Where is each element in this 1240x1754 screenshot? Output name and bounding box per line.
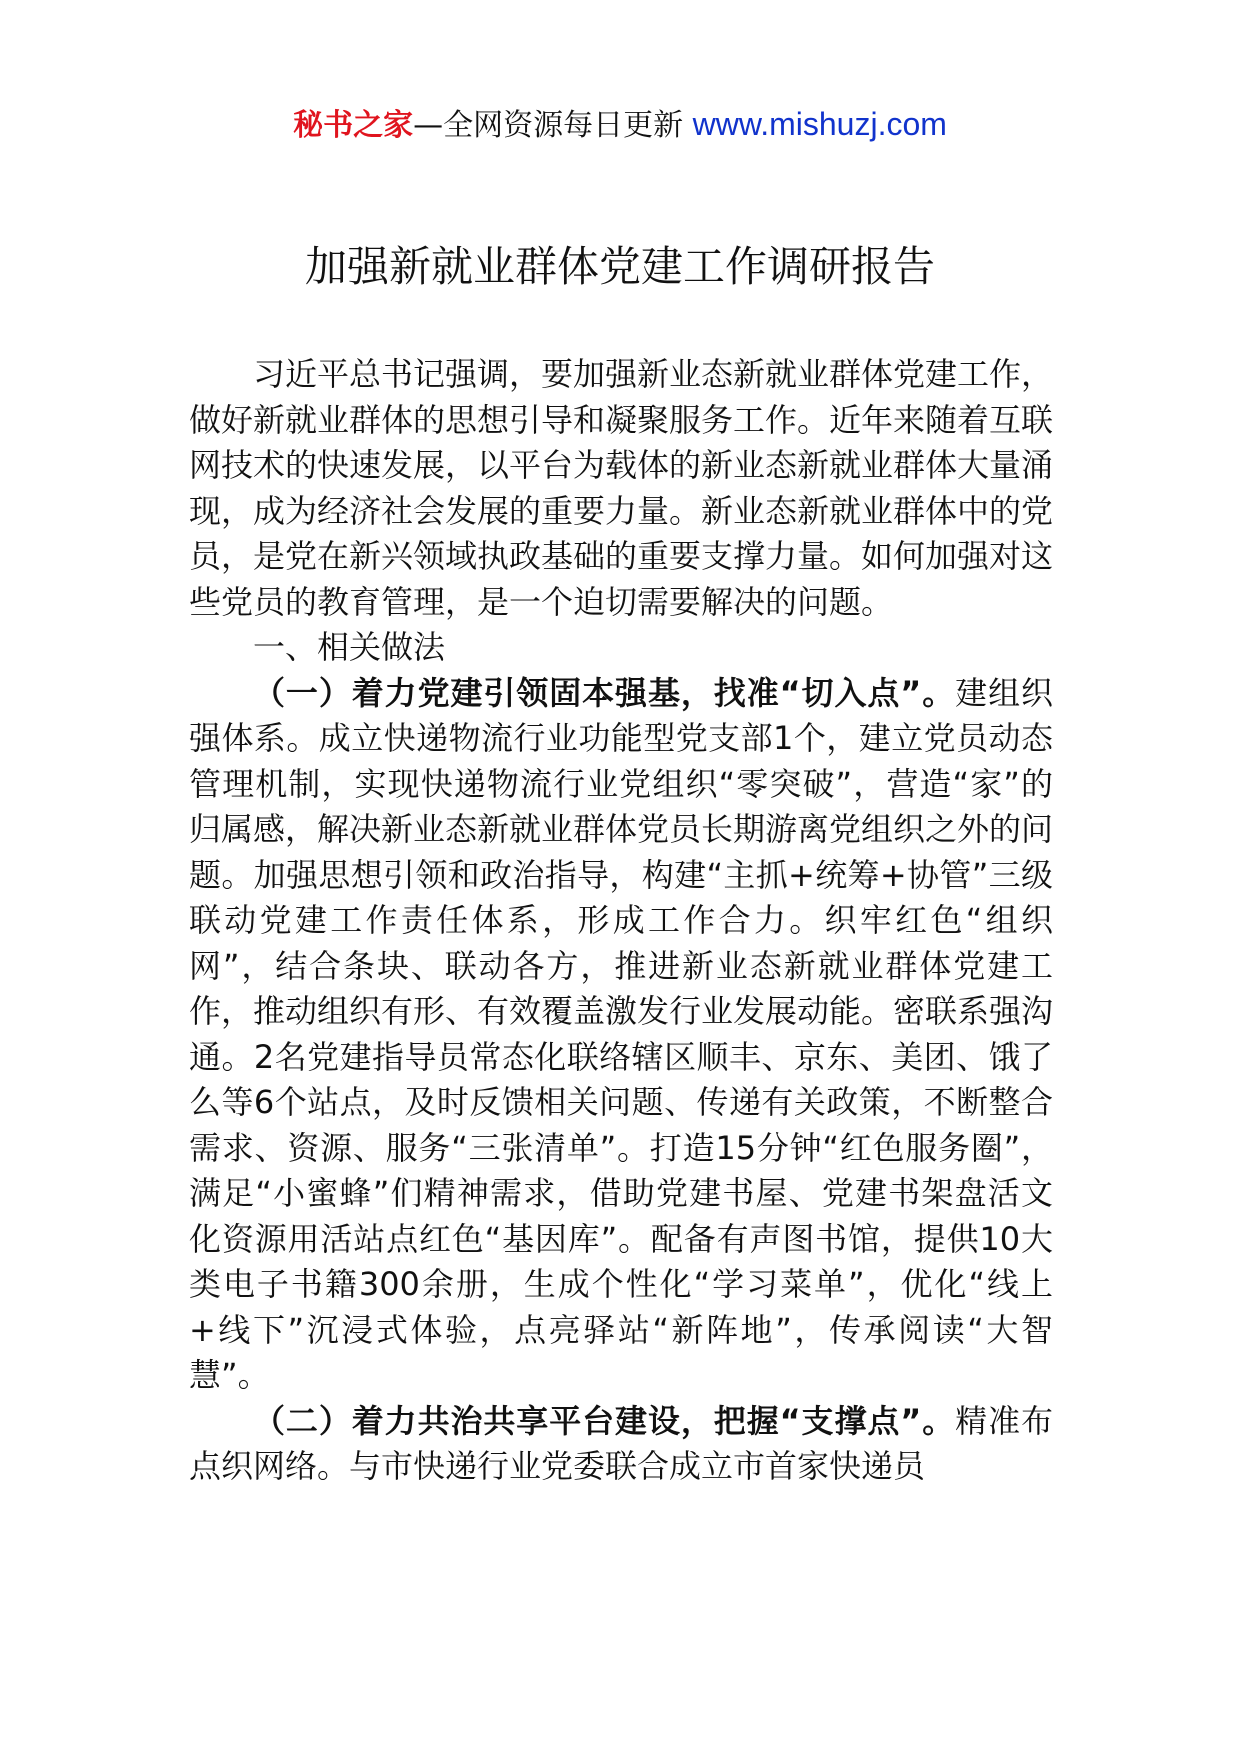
banner-slogan: —全网资源每日更新 xyxy=(413,108,693,143)
subsection-heading-2: （二）着力共治共享平台建设，把握“支撑点”。 xyxy=(253,1401,956,1440)
brand-name: 秘书之家 xyxy=(293,108,414,143)
subsection-paragraph-2 xyxy=(189,1399,1053,1490)
site-url: www.mishuzj.com xyxy=(692,106,947,142)
subsection-text-1: 建组织强体系。成立快递物流行业功能型党支部1个，建立党员动态管理机制，实现快递物流行业党组织“零突破”，营造“家”的归属感，解决新业态新就业群体党员长期游离党组织之外的问题。加强思想引领和政治指导，构建“主抓+统筹+协管”三级联动党建工作责任体系，形成工作合力。织牢红色“组织网”，结合条块、联动各方，推进新业态新就业群体党建工作，推动组织有形、有效覆盖激发行业发展动能。密联系强沟通。2名党建指导员常态化联络辖区顺丰、京东、美团、饿了么等6个站点，及时反馈相关问题、传递有关政策，不断整合需求、资源、服务“三张清单”。打造15分钟“红色服务圈”，满足“小蜜蜂”们精神需求，借助党建书屋、党建书架盘活文化资源用活站点红色“基因库”。配备有声图书馆，提供10大类电子书籍300余册，生成个性化“学习菜单”，优化“线上+线下”沉浸式体验，点亮驿站“新阵地”，传承阅读“大智慧”。 xyxy=(189,673,1054,1394)
document-body xyxy=(189,352,1053,1490)
subsection-heading-1: （一）着力党建引领固本强基，找准“切入点”。 xyxy=(253,673,956,712)
subsection-text-2: 精准布点织网络。与市快递行业党委联合成立市首家快递员 xyxy=(189,1401,1053,1485)
intro-paragraph: 习近平总书记强调，要加强新业态新就业群体党建工作，做好新就业群体的思想引导和凝聚服务工作。近年来随着互联网技术的快速发展，以平台为载体的新业态新就业群体大量涌现，成为经济社会发展的重要力量。新业态新就业群体中的党员，是党在新兴领域执政基础的重要支撑力量。如何加强对这些党员的教育管理，是一个迫切需要解决的问题。 xyxy=(189,355,1054,621)
section-heading: 一、相关做法 xyxy=(253,628,446,666)
document-title: 加强新就业群体党建工作调研报告 xyxy=(304,242,935,291)
site-banner xyxy=(0,104,1240,146)
subsection-paragraph-1 xyxy=(189,671,1053,1399)
